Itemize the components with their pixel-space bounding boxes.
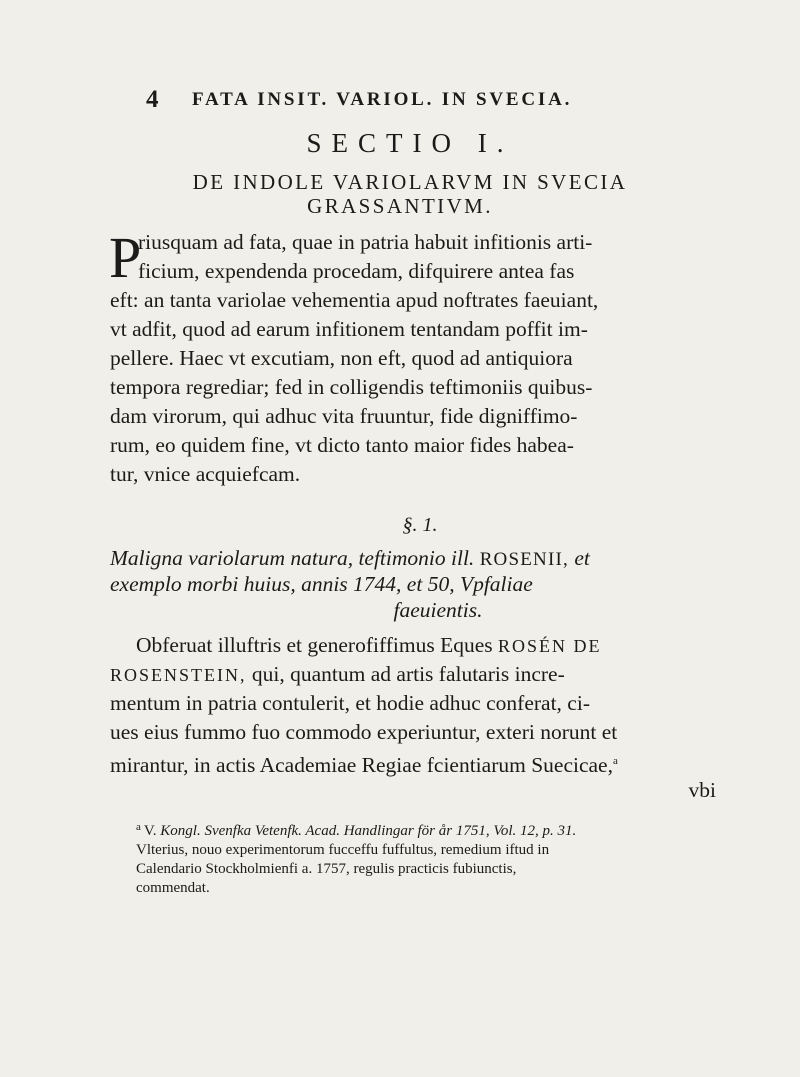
summary-line: exemplo morbi huius, annis 1744, et 50, Vpfaliae [110,572,533,596]
text-line [110,747,750,776]
summary-line: faeuientis. [393,598,483,622]
text-line: riusquam ad fata, quae in patria habuit infitionis arti- [138,230,593,254]
section-heading: SECTIO I. [306,128,514,158]
body-text: mirantur, in actis Academiae Regiae fcientiarum Suecicae, [110,753,613,778]
footnote-text: V. [143,823,157,839]
text-line: dam virorum, qui adhuc vita fruuntur, fide digniffimo- [110,404,578,428]
body-text: Obferuat illuftris et generofiffimus Eques [136,633,493,657]
drop-cap: P [109,225,142,290]
text-line [110,660,750,689]
text-line: eft: an tanta variolae vehementia apud noftrates faeuiant, [110,288,599,312]
text-line: tempora regrediar; fed in colligendis teftimoniis quibus- [110,375,593,399]
person-name: ROSÉN DE [498,636,602,656]
body-paragraph [110,631,750,805]
footnote [136,818,756,898]
text-line: rum, eo quidem fine, vt dicto tanto maior fides habea- [110,433,574,457]
footnote-line: Vlterius, nouo experimentorum fucceffu fuffultus, remedium iftud in [136,842,550,858]
catchword: vbi [688,778,716,802]
text-line [110,631,750,660]
person-name: ROSENSTEIN, [110,665,247,685]
text-line: ficium, expendenda procedam, difquirere antea fas [138,259,575,283]
footnote-line: commendat. [136,880,210,896]
intro-paragraph [109,225,750,489]
text-line: vt adfit, quod ad earum infitionem tentandam poffit im- [110,317,588,341]
running-head [146,86,740,116]
paragraph-mark: §. 1. [402,514,438,536]
footnote-line: Calendario Stockholmienfi a. 1757, regulis practicis fubiunctis, [136,861,517,877]
footnote-reference: a [612,755,618,767]
footnote-line [136,818,756,841]
summary-text: Maligna variolarum natura, teftimonio ill. [110,546,475,570]
text-line: tur, vnice acquiefcam. [110,462,301,486]
running-title: FATA INSIT. VARIOL. IN SVECIA. [192,89,573,110]
section-title-line: DE INDOLE VARIOLARVM IN SVECIA [192,170,628,194]
body-text: qui, quantum ad artis falutaris incre- [251,662,565,686]
text-line: pellere. Haec vt excutiam, non eft, quod ad antiquiora [110,346,573,370]
summary-line [110,546,750,572]
summary-text: et [574,546,590,570]
page-number: 4 [146,86,159,113]
footnote-mark: a [136,821,141,833]
section-title [40,170,760,218]
footnote-text: 1751, Vol. 12, p. 31. [455,823,577,839]
person-name: ROSENII, [479,549,569,570]
footnote-citation: Kongl. Svenfka Vetenfk. Acad. Handlingar för år [160,823,453,839]
section-summary [110,546,750,624]
text-line: ues eius fummo fuo commodo experiuntur, exteri norunt et [110,720,618,744]
section-title-line: GRASSANTIVM. [307,194,493,218]
text-line: mentum in patria contulerit, et hodie adhuc conferat, ci- [110,691,590,715]
